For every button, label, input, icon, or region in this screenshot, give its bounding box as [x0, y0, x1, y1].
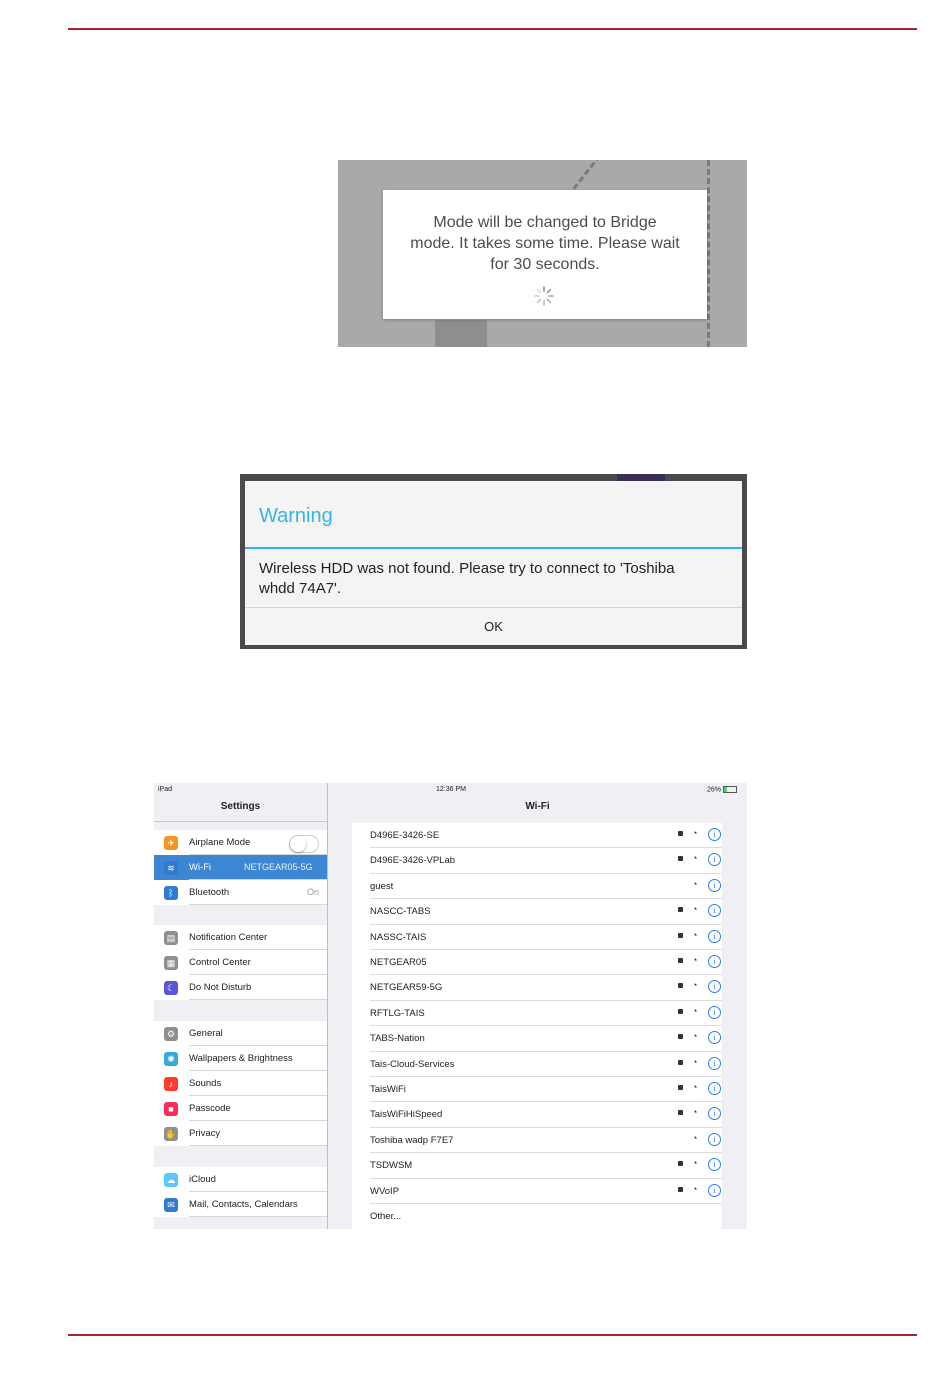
- lock-icon: [678, 1161, 683, 1166]
- network-row[interactable]: [352, 1153, 722, 1178]
- popup-line: mode. It takes some time. Please wait: [410, 235, 680, 252]
- other-network-button[interactable]: [352, 1204, 722, 1229]
- network-name: NASSC-TAIS: [370, 931, 427, 943]
- network-name: TaisWiFiHiSpeed: [370, 1109, 443, 1121]
- network-name: TaisWiFi: [370, 1084, 406, 1095]
- sidebar-item-value: NETGEAR05-5G: [244, 862, 313, 872]
- dialog-message-line: Wireless HDD was not found. Please try to connect to 'Toshiba: [259, 560, 675, 577]
- lock-icon: [678, 958, 683, 963]
- sidebar-item-label: Mail, Contacts, Calendars: [189, 1199, 298, 1210]
- network-row[interactable]: [352, 823, 722, 848]
- wifi-signal-icon: ◔: [692, 1132, 698, 1143]
- ipad-wifi-settings-screenshot: [154, 783, 747, 1229]
- network-row[interactable]: [352, 950, 722, 975]
- wifi-signal-icon: ◔: [692, 1082, 698, 1092]
- title-divider: [245, 547, 742, 549]
- battery-indicator: [707, 786, 737, 793]
- network-row[interactable]: [352, 1128, 722, 1153]
- airplane-icon: ✈: [164, 836, 178, 850]
- network-name: NETGEAR59-5G: [370, 982, 443, 994]
- settings-sidebar: [154, 797, 327, 1229]
- sidebar-item-do-not-disturb[interactable]: [154, 975, 327, 1000]
- lock-icon: [678, 1110, 683, 1115]
- info-icon[interactable]: i: [708, 980, 721, 993]
- network-name: Toshiba wadp F7E7: [370, 1134, 454, 1146]
- lock-icon: ■: [164, 1102, 178, 1116]
- warning-dialog-screenshot: [240, 474, 747, 649]
- sidebar-item-airplane-mode[interactable]: [154, 830, 327, 855]
- sidebar-item-label: Airplane Mode: [189, 837, 251, 848]
- sidebar-item-wi-fi[interactable]: [154, 855, 327, 880]
- top-rule: [68, 28, 917, 30]
- airplane-mode-toggle[interactable]: [289, 835, 319, 853]
- bottom-rule: [68, 1334, 917, 1336]
- network-row[interactable]: [352, 1179, 722, 1204]
- bridge-mode-screenshot: [338, 160, 747, 347]
- dialog-title: Warning: [259, 505, 333, 527]
- lock-icon: [678, 1060, 683, 1065]
- popup-line: Mode will be changed to Bridge: [433, 214, 657, 231]
- wifi-signal-icon: ◔: [692, 904, 698, 915]
- sidebar-item-notification-center[interactable]: [154, 925, 327, 950]
- header-divider: [154, 821, 327, 822]
- sidebar-item-label: Wi-Fi: [189, 862, 212, 873]
- network-row[interactable]: [352, 1077, 722, 1102]
- cloud-icon: ☁: [164, 1173, 178, 1187]
- monitor-stand-graphic: [435, 320, 487, 347]
- network-row[interactable]: [352, 1052, 722, 1077]
- row-separator: [189, 904, 327, 905]
- network-name: RFTLG-TAIS: [370, 1007, 425, 1019]
- sidebar-item-label: Wallpapers & Brightness: [189, 1053, 293, 1064]
- lock-icon: [678, 856, 683, 861]
- wifi-signal-icon: ◔: [692, 955, 698, 965]
- sidebar-item-label: Notification Center: [189, 932, 268, 943]
- dialog-message: [259, 559, 729, 599]
- gear-icon: ⚙: [164, 1027, 178, 1041]
- network-name: D496E-3426-VPLab: [370, 855, 456, 867]
- sidebar-item-wallpapers-brightness[interactable]: [154, 1046, 327, 1071]
- sidebar-item-label: Do Not Disturb: [189, 982, 252, 993]
- network-name: TABS-Nation: [370, 1033, 425, 1045]
- battery-percent: 26%: [707, 786, 722, 794]
- network-name: Tais-Cloud-Services: [370, 1058, 455, 1070]
- network-row[interactable]: [352, 925, 722, 950]
- network-name: TSDWSM: [370, 1160, 413, 1172]
- sidebar-item-label: General: [189, 1028, 223, 1039]
- bluetooth-icon: ᛒ: [164, 886, 178, 900]
- bridge-mode-popup: [383, 190, 707, 319]
- network-row[interactable]: [352, 848, 722, 873]
- info-icon[interactable]: i: [708, 930, 721, 943]
- wifi-signal-icon: ◔: [692, 1158, 698, 1169]
- battery-icon: [723, 786, 737, 793]
- info-icon[interactable]: i: [708, 1006, 721, 1019]
- lock-icon: [678, 1009, 683, 1014]
- hand-icon: ✋: [165, 1129, 177, 1139]
- info-icon[interactable]: i: [708, 1158, 721, 1171]
- info-icon[interactable]: i: [708, 955, 721, 968]
- lock-icon: [678, 983, 683, 988]
- info-icon[interactable]: i: [708, 828, 721, 841]
- wifi-signal-icon: ◔: [692, 828, 698, 838]
- info-icon[interactable]: i: [708, 1133, 721, 1146]
- info-icon[interactable]: i: [708, 1082, 721, 1095]
- network-name: Other...: [370, 1211, 402, 1222]
- wifi-title: Wi-Fi: [525, 801, 550, 812]
- sidebar-item-icloud[interactable]: [154, 1167, 327, 1192]
- speaker-icon: ♪: [164, 1077, 178, 1091]
- popup-message: [383, 212, 707, 275]
- sidebar-item-privacy[interactable]: [154, 1121, 327, 1146]
- wallpaper-icon: ✺: [164, 1052, 178, 1066]
- mail-icon: ✉: [164, 1198, 178, 1212]
- sidebar-item-mail-contacts-calendars[interactable]: [154, 1192, 327, 1217]
- dialog-message-line: whdd 74A7'.: [259, 580, 342, 597]
- wifi-signal-icon: ◔: [692, 980, 698, 991]
- decorative-dashed-line: [707, 160, 710, 347]
- sidebar-item-passcode[interactable]: [154, 1096, 327, 1121]
- settings-title: Settings: [220, 801, 261, 812]
- row-separator: [189, 999, 327, 1000]
- row-separator: [189, 1145, 327, 1146]
- network-list: [352, 823, 722, 1229]
- wifi-signal-icon: ◔: [692, 1056, 698, 1067]
- lock-icon: [678, 933, 683, 938]
- sidebar-item-general[interactable]: [154, 1021, 327, 1046]
- info-icon[interactable]: i: [708, 1107, 721, 1120]
- lock-icon: [678, 1187, 683, 1192]
- wifi-signal-icon: ◔: [692, 1107, 698, 1118]
- wifi-signal-icon: ◔: [692, 1183, 698, 1194]
- status-time: 12:36 PM: [436, 786, 466, 793]
- network-row[interactable]: [352, 1026, 722, 1051]
- lock-icon: [678, 1085, 683, 1090]
- sidebar-item-label: Sounds: [189, 1078, 222, 1089]
- wifi-signal-icon: ◔: [692, 853, 698, 864]
- notification-center-icon: ▤: [164, 931, 178, 945]
- info-icon[interactable]: i: [708, 1184, 721, 1197]
- network-name: D496E-3426-SE: [370, 830, 440, 841]
- wifi-signal-icon: ◔: [692, 1031, 698, 1042]
- info-icon[interactable]: i: [708, 879, 721, 892]
- network-name: WVoIP: [370, 1185, 400, 1197]
- status-bar: [154, 783, 747, 797]
- info-icon[interactable]: i: [708, 853, 721, 866]
- warning-dialog: [245, 481, 742, 645]
- sidebar-item-bluetooth[interactable]: [154, 880, 327, 905]
- wifi-icon: ≋: [164, 861, 178, 875]
- wifi-signal-icon: ◔: [692, 929, 698, 940]
- wifi-signal-icon: ◔: [692, 878, 698, 889]
- info-icon[interactable]: i: [708, 904, 721, 917]
- sidebar-item-label: Control Center: [189, 957, 251, 968]
- lock-icon: [678, 1034, 683, 1039]
- network-row[interactable]: [352, 1001, 722, 1026]
- network-name: NASCC-TABS: [370, 906, 431, 918]
- network-row[interactable]: [352, 874, 722, 899]
- control-center-icon: ▦: [164, 956, 178, 970]
- lock-icon: [678, 831, 683, 836]
- info-icon[interactable]: i: [708, 1057, 721, 1070]
- ok-button[interactable]: OK: [484, 619, 503, 634]
- network-row[interactable]: [352, 899, 722, 924]
- network-name: guest: [370, 880, 394, 892]
- sidebar-item-label: Bluetooth: [189, 887, 230, 898]
- sidebar-item-control-center[interactable]: [154, 950, 327, 975]
- row-separator: [189, 1216, 327, 1217]
- sidebar-item-sounds[interactable]: [154, 1071, 327, 1096]
- sidebar-item-label: iCloud: [189, 1174, 216, 1185]
- network-name: NETGEAR05: [370, 957, 427, 968]
- popup-line: for 30 seconds.: [490, 256, 600, 273]
- network-row[interactable]: [352, 975, 722, 1000]
- wifi-pane: [328, 797, 747, 1229]
- moon-icon: ☾: [164, 981, 178, 995]
- sidebar-item-label: Passcode: [189, 1103, 231, 1114]
- sidebar-item-value: On: [306, 887, 319, 897]
- info-icon[interactable]: i: [708, 1031, 721, 1044]
- sidebar-item-label: Privacy: [189, 1128, 221, 1139]
- network-row[interactable]: [352, 1102, 722, 1127]
- device-label: iPad: [158, 786, 173, 793]
- wifi-signal-icon: ◔: [692, 1005, 698, 1016]
- lock-icon: [678, 907, 683, 912]
- loading-spinner-icon: [533, 285, 555, 307]
